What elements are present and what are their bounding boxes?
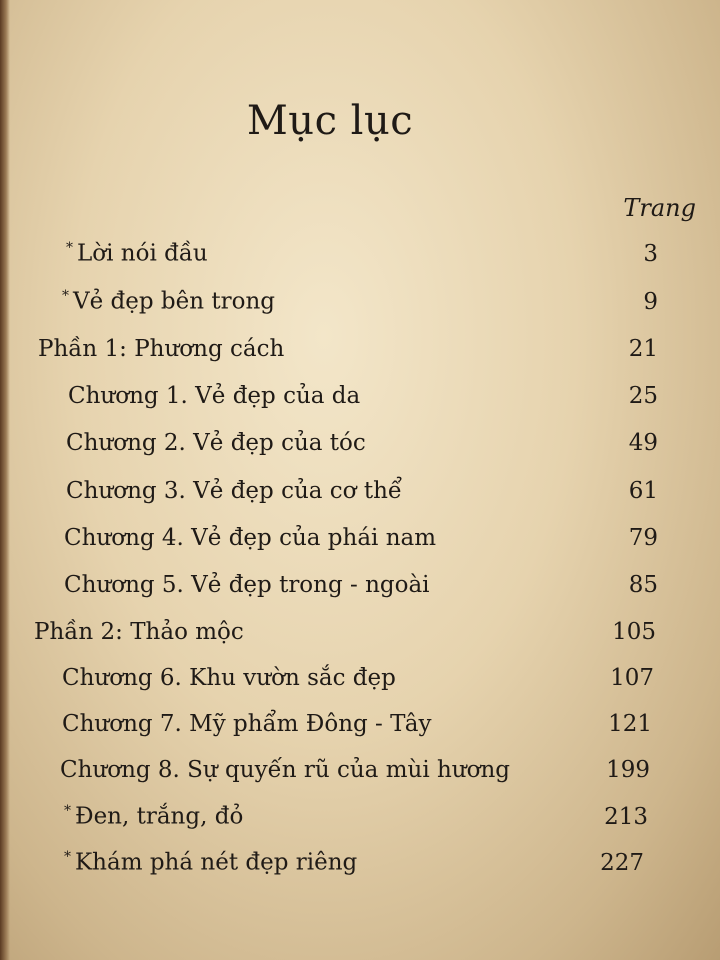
page-edge-shadow xyxy=(0,0,10,960)
toc-entry-label xyxy=(64,849,357,876)
toc-entry-text: Khám phá nét đẹp riêng xyxy=(75,849,358,876)
toc-entry-label xyxy=(64,803,243,830)
toc-entry xyxy=(68,383,658,409)
toc-entry xyxy=(64,803,648,830)
page-column-header: Trang xyxy=(623,194,696,222)
toc-entry-page: 105 xyxy=(612,619,656,645)
toc-entry-text: Chương 1. Vẻ đẹp của da xyxy=(68,383,361,409)
toc-entry xyxy=(60,757,650,783)
toc-entry-text: Chương 8. Sự quyến rũ của mùi hương xyxy=(60,757,510,783)
toc-entry-page: 9 xyxy=(643,288,658,315)
toc-entry-page: 3 xyxy=(643,240,658,267)
toc-entry-page: 25 xyxy=(628,383,658,409)
toc-entry xyxy=(66,430,658,456)
page-title: Mục lục xyxy=(246,98,414,144)
toc-entry xyxy=(64,572,658,598)
toc-entry-text: Chương 5. Vẻ đẹp trong - ngoài xyxy=(64,572,430,598)
toc-entry-text: Chương 4. Vẻ đẹp của phái nam xyxy=(64,525,437,551)
toc-entry-text: Phần 1: Phương cách xyxy=(38,336,285,362)
toc-entry-text: Chương 2. Vẻ đẹp của tóc xyxy=(66,430,366,456)
toc-entry-page: 79 xyxy=(628,525,658,551)
toc-entry-page: 49 xyxy=(628,430,658,456)
toc-entry-page: 227 xyxy=(600,849,644,876)
toc-section xyxy=(34,619,656,645)
asterisk-marker: * xyxy=(66,240,73,256)
toc-entry-page: 85 xyxy=(628,572,658,598)
asterisk-marker: * xyxy=(64,849,71,865)
toc-entry-label xyxy=(66,240,208,267)
toc-entry-page: 61 xyxy=(628,478,658,504)
toc-entry-text: Lời nói đầu xyxy=(77,240,208,267)
toc-section xyxy=(38,336,658,362)
toc-entry xyxy=(66,240,658,267)
toc-entry-text: Chương 7. Mỹ phẩm Đông - Tây xyxy=(62,711,432,737)
toc-entry-page: 199 xyxy=(606,757,650,783)
toc-entry xyxy=(66,478,658,504)
toc-entry xyxy=(64,525,658,551)
toc-entry-text: Đen, trắng, đỏ xyxy=(75,803,244,830)
toc-entry-text: Vẻ đẹp bên trong xyxy=(73,288,275,315)
toc-entry-page: 121 xyxy=(608,711,652,737)
asterisk-marker: * xyxy=(64,803,71,819)
toc-entry-text: Chương 6. Khu vườn sắc đẹp xyxy=(62,665,396,691)
toc-entry-text: Chương 3. Vẻ đẹp của cơ thể xyxy=(66,478,403,504)
toc-entry-page: 107 xyxy=(610,665,654,691)
toc-entry-page: 213 xyxy=(604,803,648,830)
asterisk-marker: * xyxy=(62,288,69,304)
toc-entry-label xyxy=(62,288,275,315)
toc-entry-page: 21 xyxy=(628,336,658,362)
toc-entry xyxy=(62,711,652,737)
toc-entry xyxy=(62,665,654,691)
toc-entry xyxy=(62,288,658,315)
toc-entry-text: Phần 2: Thảo mộc xyxy=(34,619,244,645)
toc-entry xyxy=(64,849,644,876)
